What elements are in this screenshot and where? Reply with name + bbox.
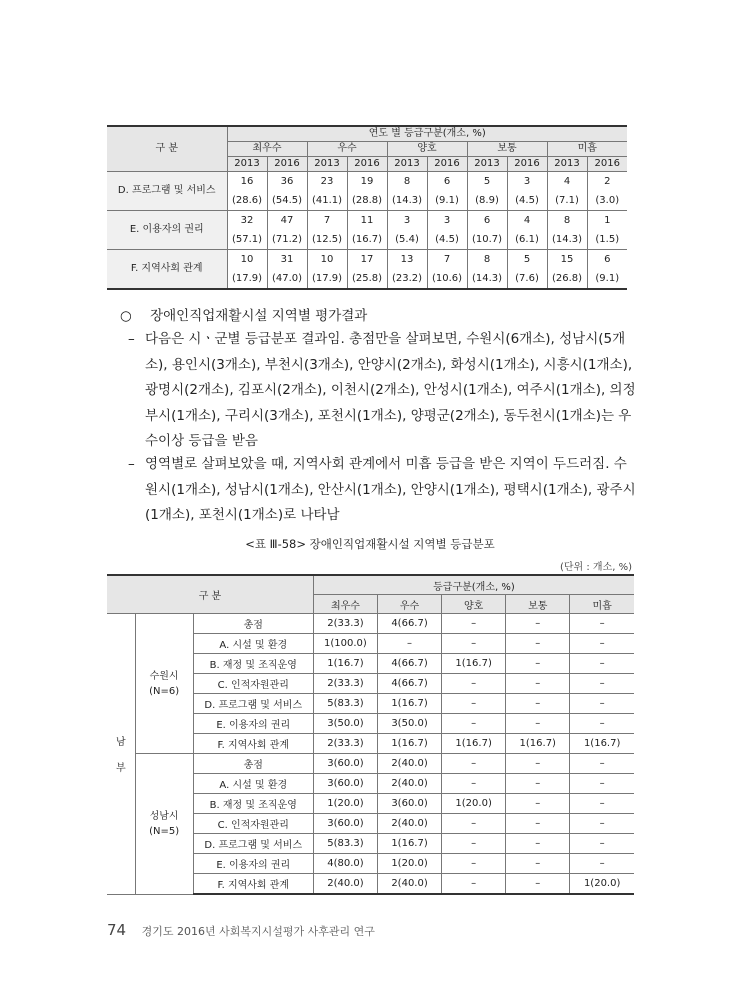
count-value: 8 xyxy=(483,254,491,265)
data-cell xyxy=(427,172,467,211)
data-cell xyxy=(227,172,267,211)
count-value: 7 xyxy=(443,254,451,265)
data-cell: – xyxy=(570,674,634,694)
count-value: 10 xyxy=(240,254,254,265)
count-value: 6 xyxy=(443,176,451,187)
percent-value: (10.6) xyxy=(431,273,463,284)
data-cell: 1(20.0) xyxy=(570,874,634,895)
data-cell xyxy=(307,250,347,290)
data-cell: – xyxy=(442,874,506,895)
row-label: D. 프로그램 및 서비스 xyxy=(193,694,313,714)
header-grade-group: 연도 별 등급구분(개소, %) xyxy=(227,126,627,142)
data-cell: – xyxy=(570,654,634,674)
header-grade: 미흡 xyxy=(570,595,634,614)
row-label: D. 프로그램 및 서비스 xyxy=(193,834,313,854)
header-grade: 우수 xyxy=(377,595,441,614)
data-cell: – xyxy=(570,614,634,634)
data-cell: 2(40.0) xyxy=(377,754,441,774)
count-value: 13 xyxy=(400,254,414,265)
header-grade: 우수 xyxy=(307,142,387,157)
percent-value: (54.5) xyxy=(271,195,303,206)
data-cell xyxy=(267,211,307,250)
data-cell: – xyxy=(570,634,634,654)
count-value: 5 xyxy=(523,254,531,265)
row-label: F. 지역사회 관계 xyxy=(193,734,313,754)
data-cell xyxy=(587,172,627,211)
data-cell: – xyxy=(570,814,634,834)
data-cell: 4(80.0) xyxy=(313,854,377,874)
count-value: 2 xyxy=(604,176,611,187)
header-year: 2013 xyxy=(227,157,267,172)
data-cell: 4(66.7) xyxy=(377,654,441,674)
data-cell xyxy=(267,172,307,211)
percent-value: (8.9) xyxy=(475,195,499,206)
percent-value: (10.7) xyxy=(471,234,503,245)
count-value: 6 xyxy=(604,254,611,265)
header-grade: 양호 xyxy=(442,595,506,614)
data-cell xyxy=(307,172,347,211)
data-cell: 1(100.0) xyxy=(313,634,377,654)
percent-value: (16.7) xyxy=(351,234,383,245)
header-year: 2016 xyxy=(507,157,547,172)
data-cell: 1(20.0) xyxy=(442,794,506,814)
data-cell: – xyxy=(442,694,506,714)
data-cell xyxy=(227,211,267,250)
region-label: 남 부 xyxy=(107,614,135,895)
data-cell: 2(33.3) xyxy=(313,674,377,694)
data-cell: – xyxy=(570,774,634,794)
data-cell: – xyxy=(570,714,634,734)
data-cell: – xyxy=(506,634,570,654)
percent-value: (26.8) xyxy=(551,273,583,284)
data-cell: – xyxy=(506,794,570,814)
percent-value: (28.8) xyxy=(351,195,383,206)
data-cell xyxy=(347,172,387,211)
percent-value: (23.2) xyxy=(391,273,423,284)
count-value: 15 xyxy=(560,254,574,265)
percent-value: (71.2) xyxy=(271,234,303,245)
count-value: 3 xyxy=(523,176,531,187)
data-cell xyxy=(227,250,267,290)
header-year: 2013 xyxy=(387,157,427,172)
grade-by-region-table xyxy=(107,574,634,895)
data-cell: 2(33.3) xyxy=(313,734,377,754)
data-cell: – xyxy=(442,814,506,834)
data-cell: – xyxy=(506,674,570,694)
page-footer xyxy=(107,921,375,939)
header-grade: 최우수 xyxy=(227,142,307,157)
header-grade: 보통 xyxy=(467,142,547,157)
row-label: B. 재정 및 조직운영 xyxy=(193,654,313,674)
data-cell: – xyxy=(570,754,634,774)
data-cell xyxy=(387,250,427,290)
percent-value: (41.1) xyxy=(311,195,343,206)
header-grade: 보통 xyxy=(506,595,570,614)
data-cell: 4(66.7) xyxy=(377,614,441,634)
data-cell xyxy=(387,211,427,250)
data-cell: – xyxy=(442,854,506,874)
row-label: F. 지역사회 관계 xyxy=(107,250,227,290)
city-label: 수원시 (N=6) xyxy=(135,614,193,754)
data-cell: – xyxy=(570,794,634,814)
count-value: 47 xyxy=(280,215,294,226)
grade-by-year-table xyxy=(107,125,627,290)
header-gubun: 구 분 xyxy=(107,575,313,614)
data-cell: – xyxy=(506,774,570,794)
data-cell: – xyxy=(442,614,506,634)
paragraph-1-text: 다음은 시ㆍ군별 등급분포 결과임. 총점만을 살펴보면, 수원시(6개소), 성남시(5개소), 용인시(3개소), 부천시(3개소), 안양시(2개소), 화성시(1개소), 시흥시(1개소), 광명시(2개소), 김포시(2개소), 이천시(2개소), 안성시(1개소), 여주시(1개소), 의정부시(1개소), 구리시(3개소), 포천시(1개소), 양평군(2개소), 동두천시(1개소)는 우수이상 등급을 받음 xyxy=(145,331,636,449)
header-grade: 미흡 xyxy=(547,142,627,157)
data-cell: 5(83.3) xyxy=(313,694,377,714)
count-value: 8 xyxy=(403,176,411,187)
data-cell: 2(33.3) xyxy=(313,614,377,634)
data-cell xyxy=(507,250,547,290)
paragraph-2 xyxy=(128,452,638,529)
data-cell: 1(20.0) xyxy=(377,854,441,874)
data-cell: 2(40.0) xyxy=(377,774,441,794)
data-cell: – xyxy=(442,714,506,734)
data-cell xyxy=(427,211,467,250)
count-value: 19 xyxy=(360,176,374,187)
circle-bullet-icon: ○ xyxy=(120,308,132,324)
data-cell: – xyxy=(506,654,570,674)
data-cell: – xyxy=(506,874,570,895)
count-value: 23 xyxy=(320,176,334,187)
data-cell: 1(20.0) xyxy=(313,794,377,814)
row-label: F. 지역사회 관계 xyxy=(193,874,313,895)
data-cell: 1(16.7) xyxy=(377,834,441,854)
dash-bullet: – xyxy=(128,331,135,347)
data-cell: 4(66.7) xyxy=(377,674,441,694)
count-value: 7 xyxy=(323,215,331,226)
data-cell: 3(60.0) xyxy=(377,794,441,814)
unit-note: (단위 : 개소, %) xyxy=(559,562,632,573)
row-label: A. 시설 및 환경 xyxy=(193,774,313,794)
data-cell: – xyxy=(570,694,634,714)
count-value: 31 xyxy=(280,254,294,265)
percent-value: (14.3) xyxy=(551,234,583,245)
header-year: 2016 xyxy=(267,157,307,172)
percent-value: (57.1) xyxy=(231,234,263,245)
percent-value: (4.5) xyxy=(515,195,539,206)
data-cell: – xyxy=(442,754,506,774)
percent-value: (25.8) xyxy=(351,273,383,284)
data-cell xyxy=(267,250,307,290)
page-number: 74 xyxy=(107,921,127,939)
percent-value: (14.3) xyxy=(391,195,423,206)
header-grade-group: 등급구분(개소, %) xyxy=(313,575,634,595)
percent-value: (12.5) xyxy=(311,234,343,245)
dash-bullet: – xyxy=(128,456,135,472)
percent-value: (9.1) xyxy=(595,273,620,284)
data-cell: – xyxy=(377,634,441,654)
count-value: 8 xyxy=(563,215,571,226)
footer-title: 경기도 2016년 사회복지시설평가 사후관리 연구 xyxy=(141,925,375,938)
data-cell: – xyxy=(506,694,570,714)
count-value: 17 xyxy=(360,254,374,265)
data-cell: – xyxy=(506,814,570,834)
data-cell: – xyxy=(570,854,634,874)
percent-value: (4.5) xyxy=(435,234,459,245)
count-value: 16 xyxy=(240,176,254,187)
row-label: A. 시설 및 환경 xyxy=(193,634,313,654)
row-label: D. 프로그램 및 서비스 xyxy=(107,172,227,211)
header-year: 2016 xyxy=(347,157,387,172)
data-cell: – xyxy=(506,614,570,634)
data-cell: 3(50.0) xyxy=(377,714,441,734)
table-row xyxy=(107,614,634,634)
data-cell xyxy=(507,211,547,250)
row-label: E. 이용자의 권리 xyxy=(193,854,313,874)
count-value: 10 xyxy=(320,254,334,265)
count-value: 4 xyxy=(523,215,531,226)
data-cell xyxy=(507,172,547,211)
percent-value: (47.0) xyxy=(271,273,303,284)
data-cell: 1(16.7) xyxy=(377,734,441,754)
city-label: 성남시 (N=5) xyxy=(135,754,193,895)
data-cell xyxy=(427,250,467,290)
data-cell xyxy=(587,211,627,250)
data-cell xyxy=(467,172,507,211)
row-label: 총점 xyxy=(193,614,313,634)
data-cell: – xyxy=(442,634,506,654)
count-value: 1 xyxy=(604,215,611,226)
header-year: 2013 xyxy=(307,157,347,172)
data-cell: 3(50.0) xyxy=(313,714,377,734)
count-value: 3 xyxy=(443,215,451,226)
header-year: 2016 xyxy=(587,157,627,172)
data-cell xyxy=(587,250,627,290)
data-cell xyxy=(547,172,587,211)
data-cell: 2(40.0) xyxy=(313,874,377,895)
header-gubun: 구 분 xyxy=(107,126,227,172)
percent-value: (14.3) xyxy=(471,273,503,284)
table-caption: <표 Ⅲ-58> 장애인직업재활시설 지역별 등급분포 xyxy=(245,537,495,551)
row-label: E. 이용자의 권리 xyxy=(193,714,313,734)
percent-value: (6.1) xyxy=(515,234,539,245)
data-cell: 3(60.0) xyxy=(313,754,377,774)
data-cell: 1(16.7) xyxy=(377,694,441,714)
data-cell: – xyxy=(442,674,506,694)
data-cell xyxy=(467,211,507,250)
paragraph-1 xyxy=(128,327,638,455)
row-label: 총점 xyxy=(193,754,313,774)
header-year: 2013 xyxy=(467,157,507,172)
data-cell: – xyxy=(442,774,506,794)
paragraph-2-text: 영역별로 살펴보았을 때, 지역사회 관계에서 미흡 등급을 받은 지역이 두드러짐. 수원시(1개소), 성남시(1개소), 안산시(1개소), 안양시(1개소), 평택시(1개소), 광주시(1개소), 포천시(1개소)로 나타남 xyxy=(145,456,636,523)
data-cell: – xyxy=(506,854,570,874)
header-grade: 양호 xyxy=(387,142,467,157)
data-cell xyxy=(547,250,587,290)
data-cell xyxy=(347,250,387,290)
data-cell: 1(16.7) xyxy=(506,734,570,754)
count-value: 3 xyxy=(403,215,411,226)
data-cell: – xyxy=(442,834,506,854)
percent-value: (7.1) xyxy=(555,195,579,206)
row-label: B. 재정 및 조직운영 xyxy=(193,794,313,814)
data-cell: 3(60.0) xyxy=(313,774,377,794)
row-label: C. 인적자원관리 xyxy=(193,814,313,834)
data-cell: – xyxy=(506,834,570,854)
data-cell xyxy=(547,211,587,250)
percent-value: (9.1) xyxy=(435,195,459,206)
data-cell: 2(40.0) xyxy=(377,814,441,834)
count-value: 6 xyxy=(483,215,491,226)
percent-value: (1.5) xyxy=(595,234,620,245)
data-cell xyxy=(347,211,387,250)
data-cell: 1(16.7) xyxy=(570,734,634,754)
data-cell: – xyxy=(506,714,570,734)
percent-value: (5.4) xyxy=(395,234,419,245)
percent-value: (3.0) xyxy=(595,195,620,206)
count-value: 32 xyxy=(240,215,254,226)
section-title: 장애인직업재활시설 지역별 평가결과 xyxy=(150,308,368,324)
percent-value: (17.9) xyxy=(231,273,263,284)
header-year: 2013 xyxy=(547,157,587,172)
table-row xyxy=(107,754,634,774)
data-cell: 1(16.7) xyxy=(442,734,506,754)
percent-value: (17.9) xyxy=(311,273,343,284)
data-cell: 2(40.0) xyxy=(377,874,441,895)
percent-value: (28.6) xyxy=(231,195,263,206)
count-value: 11 xyxy=(360,215,374,226)
percent-value: (7.6) xyxy=(515,273,539,284)
count-value: 5 xyxy=(483,176,491,187)
count-value: 36 xyxy=(280,176,294,187)
data-cell: 1(16.7) xyxy=(442,654,506,674)
data-cell: – xyxy=(506,754,570,774)
data-cell: 3(60.0) xyxy=(313,814,377,834)
data-cell xyxy=(387,172,427,211)
row-label: C. 인적자원관리 xyxy=(193,674,313,694)
count-value: 4 xyxy=(563,176,571,187)
data-cell: – xyxy=(570,834,634,854)
row-label: E. 이용자의 권리 xyxy=(107,211,227,250)
section-heading xyxy=(120,304,367,324)
data-cell xyxy=(467,250,507,290)
header-grade: 최우수 xyxy=(313,595,377,614)
header-year: 2016 xyxy=(427,157,467,172)
data-cell: 1(16.7) xyxy=(313,654,377,674)
data-cell: 5(83.3) xyxy=(313,834,377,854)
data-cell xyxy=(307,211,347,250)
